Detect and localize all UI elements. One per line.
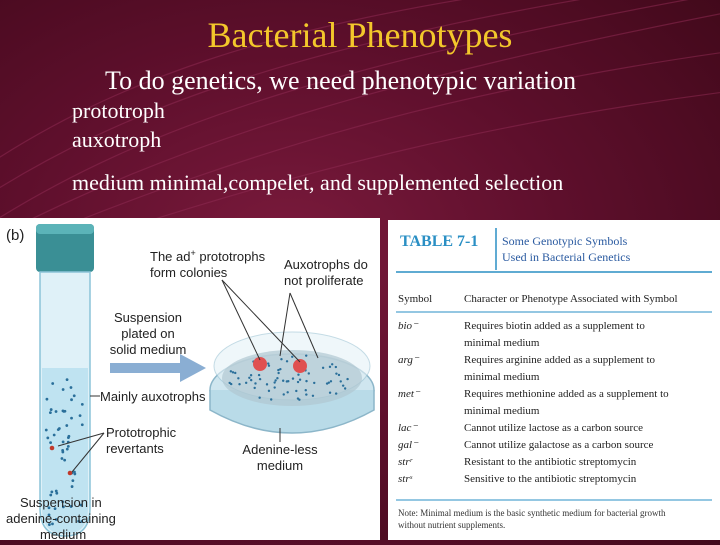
table-description: Requires arginine added as a supplement to <box>464 354 656 366</box>
table-note: Note: Minimal medium is the basic synthetic medium for bacterial growth <box>398 508 666 518</box>
table-description: minimal medium <box>464 337 540 349</box>
table-title: TABLE 7-1 <box>400 233 479 250</box>
table-symbol: bio⁻ <box>398 320 418 332</box>
label-mainly-auxotrophs: Mainly auxotrophs <box>100 389 206 404</box>
label-suspension-in: Suspension in <box>20 495 102 510</box>
table-description: Requires methionine added as a supplement to <box>464 388 669 400</box>
label-auxotrophs: Auxotrophs do <box>284 257 368 272</box>
table-symbol: gal⁻ <box>398 439 418 451</box>
label-prototrophs: The ad+ prototrophs <box>150 248 266 264</box>
label-revertants-line2: revertants <box>106 441 164 456</box>
table-symbol: met⁻ <box>398 388 420 400</box>
label-suspension: Suspension <box>114 310 182 325</box>
term-medium: medium minimal,compelet, and supplemented selection <box>72 170 564 195</box>
transfer-arrow <box>110 354 206 382</box>
label-adenine-less: Adenine-less <box>242 442 318 457</box>
column-header-character: Character or Phenotype Associated with Symbol <box>464 293 678 305</box>
label-adenine-less-line2: medium <box>256 458 304 473</box>
panel-label: (b) <box>6 227 25 244</box>
table-description: minimal medium <box>464 371 540 383</box>
table-description: Requires biotin added as a supplement to <box>464 320 645 332</box>
table-symbol: strʳ <box>398 456 413 468</box>
label-suspension-line3: solid medium <box>109 342 187 357</box>
table-caption-line2: Used in Bacterial Genetics <box>502 250 631 264</box>
term-auxotroph: auxotroph <box>72 127 162 152</box>
slide-subtitle: To do genetics, we need phenotypic variation <box>105 66 577 95</box>
label-prototrophs-line2: form colonies <box>150 265 228 280</box>
petri-dish <box>210 332 374 433</box>
table-symbol: lac⁻ <box>398 422 418 434</box>
table-description: Resistant to the antibiotic streptomycin <box>464 456 637 468</box>
label-suspension-in-line2: adenine-containing <box>6 511 116 526</box>
slide-title: Bacterial Phenotypes <box>207 15 513 55</box>
label-suspension-line2: plated on <box>121 326 175 341</box>
label-revertants: Prototrophic <box>106 425 177 440</box>
label-auxotrophs-line2: not proliferate <box>284 273 364 288</box>
table-symbol: arg⁻ <box>398 354 419 366</box>
genotypic-symbols-table <box>388 220 720 540</box>
table-description: Sensitive to the antibiotic streptomycin <box>464 473 637 485</box>
table-note-line2: without nutrient supplements. <box>398 520 506 530</box>
test-tube <box>36 224 94 536</box>
table-description: Cannot utilize lactose as a carbon source <box>464 422 643 434</box>
table-description: minimal medium <box>464 405 540 417</box>
table-description: Cannot utilize galactose as a carbon source <box>464 439 654 451</box>
table-symbol: strˢ <box>398 473 412 485</box>
term-prototroph: prototroph <box>72 98 165 123</box>
table-caption: Some Genotypic Symbols <box>502 234 628 248</box>
prototroph-selection-figure <box>0 218 380 540</box>
label-suspension-in-line3: medium <box>40 527 87 540</box>
column-header-symbol: Symbol <box>398 293 433 305</box>
